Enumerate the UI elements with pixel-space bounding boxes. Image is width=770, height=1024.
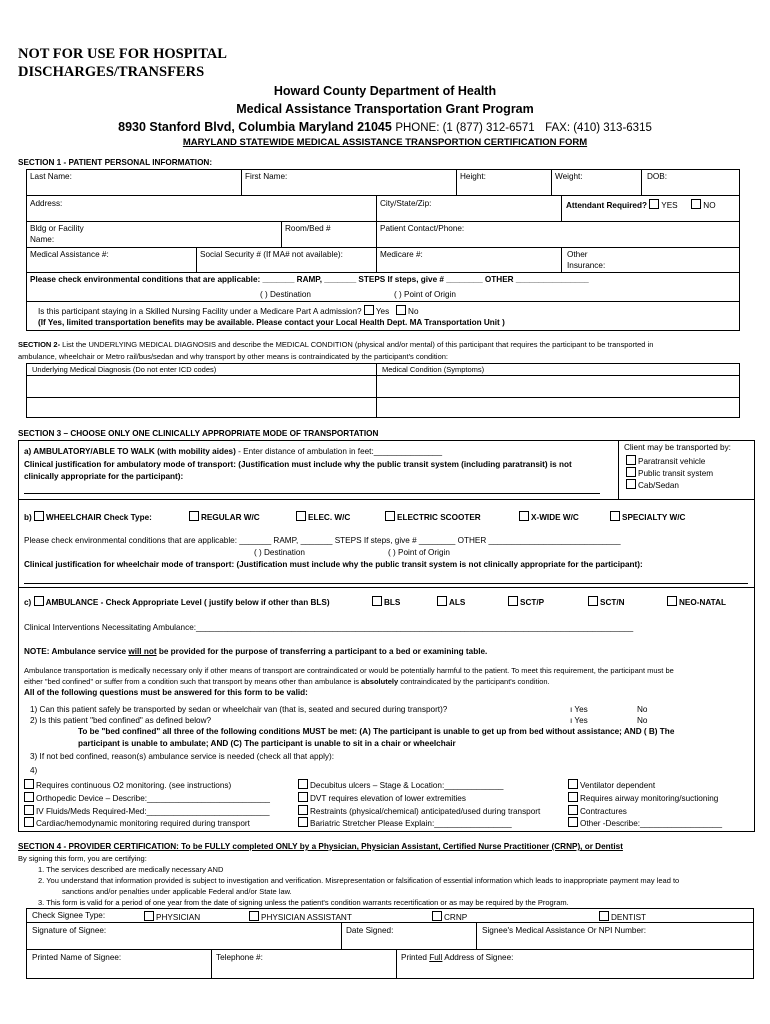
ambulance-c-label: c) [24, 598, 32, 607]
als-option[interactable] [437, 596, 465, 607]
opt-public[interactable] [626, 467, 713, 478]
scooter-option[interactable] [385, 511, 481, 522]
address-line [0, 120, 770, 134]
attendant-no-label: NO [703, 201, 716, 210]
label: Bariatric Stretcher Please Explain:_________________ [310, 819, 512, 829]
q2-no[interactable]: No [637, 716, 648, 725]
checklist-col-1 [24, 779, 270, 830]
department-name: Howard County Department of Health [273, 84, 497, 98]
section2-title: SECTION 2- [18, 340, 61, 349]
attendant-required [566, 199, 716, 210]
col2-item-1[interactable] [298, 779, 540, 792]
form-title: MARYLAND STATEWIDE MEDICAL ASSISTANCE TRANSPORTION CERTIFICATION FORM [182, 137, 588, 148]
room-bed-label[interactable]: Room/Bed # [285, 224, 331, 233]
section2-text1: List the UNDERLYING MEDICAL DIAGNOSIS and describe the MEDICAL CONDITION (physical and/or mental) of this participant that requires the participant to be transported in [60, 340, 654, 349]
sctp-label: SCT/P [520, 598, 545, 607]
ambulatory-row [24, 447, 442, 456]
cert-item-1: 1. The services described are medically necessary AND [38, 865, 224, 874]
col1-item-4[interactable] [24, 817, 270, 830]
label: Requires continuous O2 monitoring. (see instructions) [36, 781, 232, 790]
checkbox[interactable] [568, 792, 578, 802]
section1-title: SECTION 1 - PATIENT PERSONAL INFORMATION: [18, 158, 213, 167]
bls-label: BLS [384, 598, 401, 607]
client-may-label: Client may be transported by: [624, 443, 731, 452]
label: Requires airway monitoring/suctioning [580, 793, 719, 803]
cab-sedan-label: Cab/Sedan [638, 481, 679, 490]
col1-item-1[interactable] [24, 779, 270, 792]
label: Orthopedic Device – Describe:___________________________ [36, 793, 270, 803]
snf-question-row [38, 305, 419, 316]
cert-item-2b: sanctions and/or penalties under applicable Federal and/or State law. [62, 887, 292, 896]
crnp-checkbox[interactable] [432, 911, 442, 921]
diagnosis-column-header: Underlying Medical Diagnosis (Do not enter ICD codes) [32, 365, 217, 374]
als-checkbox[interactable] [437, 596, 447, 606]
xwide-label: X-WIDE W/C [531, 513, 579, 522]
section4-title: SECTION 4 - PROVIDER CERTIFICATION: To be FULLY completed ONLY by a Physician, Physician Assistant, Certified Nurse Practitioner (CRNP), or Dentist [18, 842, 623, 851]
bls-option[interactable] [372, 596, 400, 607]
physician-label: PHYSICIAN [156, 913, 201, 922]
amb-text-1: Ambulance transportation is medically necessary only if other means of transport are contraindicated or would be potentially harmful to the patient. To meet this requirement, the participant must be [24, 666, 674, 675]
checkbox[interactable] [24, 805, 34, 815]
col3-item-4[interactable] [568, 817, 722, 830]
xwide-checkbox[interactable] [519, 511, 529, 521]
als-label: ALS [449, 598, 466, 607]
medicare-label[interactable]: Medicare #: [380, 250, 423, 259]
note-post: be provided for the purpose of transferring a participant to a bed or examining table. [156, 647, 488, 656]
snf-question: Is this participant staying in a Skilled Nursing Facility under a Medicare Part A admission? [38, 307, 362, 316]
sctn-checkbox[interactable] [588, 596, 598, 606]
specialty-label: SPECIALTY W/C [622, 513, 686, 522]
neo-natal-checkbox[interactable] [667, 596, 677, 606]
dentist-option[interactable] [599, 911, 646, 922]
attendant-yes-label: YES [661, 201, 678, 210]
attendant-required-label: Attendant Required? [566, 201, 647, 210]
checkbox[interactable] [24, 792, 34, 802]
scooter-label: ELECTRIC SCOOTER [397, 513, 481, 522]
label: Decubitus ulcers – Stage & Location:_____________ [310, 781, 504, 790]
dob-label[interactable]: DOB: [647, 172, 668, 181]
public-transit-checkbox[interactable] [626, 467, 636, 477]
regular-wc-option[interactable] [189, 511, 260, 522]
col1-item-2[interactable] [24, 792, 270, 805]
label: Restraints (physical/chemical) anticipated/used during transport [310, 806, 541, 816]
diagnosis-field-2[interactable] [28, 398, 374, 416]
label: Ventilator dependent [580, 781, 656, 790]
label: DVT requires elevation of lower extremities [310, 793, 466, 803]
checkbox[interactable] [298, 817, 308, 827]
snf-yes-label: Yes [375, 307, 390, 316]
ssn-label[interactable]: Social Security # (If MA# not available): [200, 250, 343, 259]
attendant-no-checkbox[interactable] [691, 199, 701, 209]
pa-checkbox[interactable] [249, 911, 259, 921]
ambulatory-justification-2: clinically appropriate for the participant): [24, 472, 184, 481]
col2-item-3[interactable] [298, 805, 540, 818]
wheelchair-env-conditions: Please check environmental conditions that are applicable: _______ RAMP, _______ STEPS If steps, give # ________ OTHER _____________________________ [24, 536, 621, 545]
elec-wc-checkbox[interactable] [296, 511, 306, 521]
q2-yes[interactable]: ı Yes [570, 716, 588, 725]
env-origin[interactable]: ( ) Point of Origin [394, 290, 456, 299]
label: Contractures [580, 806, 627, 816]
patient-contact-label[interactable]: Patient Contact/Phone: [380, 224, 465, 233]
env-conditions: Please check environmental conditions that are applicable: _______ RAMP, _______ STEPS If steps, give # ________ OTHER ________________ [30, 275, 589, 284]
signing-intro: By signing this form, you are certifying: [18, 854, 147, 863]
col2-item-2[interactable] [298, 792, 540, 805]
amb-text-3: All of the following questions must be answered for this form to be valid: [24, 688, 308, 697]
ambulatory-distance[interactable]: - Enter distance of ambulation in feet:_______________ [235, 447, 443, 456]
program-phone: PHONE: (1 (877) 312-6571 [395, 122, 535, 134]
checkbox[interactable] [298, 805, 308, 815]
paratransit-label: Paratransit vehicle [638, 457, 706, 466]
bed-confined-line-2: participant is unable to ambulate; AND (C) The participant is unable to sit in a chair or wheelchair [78, 739, 456, 748]
paratransit-checkbox[interactable] [626, 455, 636, 465]
crnp-label: CRNP [444, 913, 468, 922]
wheelchair-label: WHEELCHAIR Check Type: [46, 513, 152, 522]
physician-option[interactable] [144, 911, 200, 922]
checkbox[interactable] [568, 805, 578, 815]
col1-item-3[interactable] [24, 805, 270, 818]
checklist-col-3 [568, 779, 722, 830]
address-label[interactable]: Address: [30, 199, 63, 208]
neo-natal-label: NEO-NATAL [679, 598, 726, 607]
printed-address[interactable] [401, 953, 513, 962]
wheelchair-row [24, 511, 152, 522]
note-will-not: will not [128, 647, 157, 656]
label: Other -Describe:__________________ [580, 819, 723, 829]
amb-text-2 [24, 677, 550, 686]
printed-address-pre: Printed [401, 953, 430, 962]
public-transit-label: Public transit system [638, 469, 714, 478]
sctp-option[interactable] [508, 596, 544, 607]
regular-wc-label: REGULAR W/C [201, 513, 260, 522]
wheelchair-checkbox[interactable] [34, 511, 44, 521]
crnp-option[interactable] [432, 911, 467, 922]
col3-item-2[interactable] [568, 792, 722, 805]
question-1: 1) Can this patient safely be transported by sedan or wheelchair van (that is, seated and secured during transport)? [30, 705, 448, 714]
program-address: 8930 Stanford Blvd, Columbia Maryland 21045 [118, 120, 392, 134]
insurance-label: Insurance: [567, 261, 606, 270]
snf-no-label: No [408, 307, 419, 316]
program-fax: FAX: (410) 313-6315 [545, 122, 652, 134]
q1-no[interactable]: No [637, 705, 648, 714]
scooter-checkbox[interactable] [385, 511, 395, 521]
height-label[interactable]: Height: [460, 172, 486, 181]
physician-checkbox[interactable] [144, 911, 154, 921]
printed-address-post: Address of Signee: [442, 953, 514, 962]
question-2: 2) Is this patient "bed confined" as defined below? [30, 716, 212, 725]
ambulatory-justification-1: Clinical justification for ambulatory mode of transport: (Justification must include why the public transit system (including paratransit) is not [24, 460, 572, 469]
amb-text-2c: contraindicated by the participant's condition. [398, 677, 550, 686]
npi-label[interactable]: Signee's Medical Assistance Or NPI Number: [482, 926, 647, 935]
checkbox[interactable] [298, 792, 308, 802]
dentist-label: DENTIST [611, 913, 647, 922]
snf-yes-checkbox[interactable] [364, 305, 374, 315]
checkbox[interactable] [568, 817, 578, 827]
regular-wc-checkbox[interactable] [189, 511, 199, 521]
dentist-checkbox[interactable] [599, 911, 609, 921]
section3-title: SECTION 3 – CHOOSE ONLY ONE CLINICALLY APPROPRIATE MODE OF TRANSPORTATION [18, 429, 379, 438]
cert-item-3: 3. This form is valid for a period of one year from the date of signing unless the patient's condition warrants recertification or as may be required by the Program. [38, 898, 569, 907]
weight-label[interactable]: Weight: [555, 172, 583, 181]
checkbox[interactable] [24, 817, 34, 827]
label: IV Fluids/Meds Required-Med:___________________________ [36, 806, 270, 816]
neo-natal-option[interactable] [667, 596, 726, 607]
checkbox[interactable] [298, 779, 308, 789]
q2-yes-label: Yes [574, 716, 588, 725]
ambulance-note [24, 647, 487, 656]
pa-label: PHYSICIAN ASSISTANT [261, 913, 352, 922]
wheelchair-env-destination[interactable]: ( ) Destination [254, 548, 305, 557]
opt-cab[interactable] [626, 479, 679, 490]
ambulance-label: AMBULANCE - Check Appropriate Level ( justify below if other than BLS) [45, 598, 330, 607]
q1-yes-label: Yes [574, 705, 588, 714]
last-name-label[interactable]: Last Name: [30, 172, 72, 181]
wheelchair-justification: Clinical justification for wheelchair mode of transport: (Justification must include why the public transit system is not clinically appropriate for the participant): [24, 560, 643, 569]
clinical-interventions[interactable]: Clinical Interventions Necessitating Ambulance:________________________________________________________________________________________________ [24, 623, 634, 632]
date-signed-label[interactable]: Date Signed: [346, 926, 394, 935]
note-pre: NOTE: Ambulance service [24, 647, 129, 656]
sctp-checkbox[interactable] [508, 596, 518, 606]
pa-option[interactable] [249, 911, 352, 922]
opt-paratransit[interactable] [626, 455, 705, 466]
condition-field-1[interactable] [378, 377, 738, 396]
checkbox[interactable] [568, 779, 578, 789]
check-signee-type: Check Signee Type: [32, 911, 106, 920]
amb-text-2a: either "bed confined" or suffer from a condition such that transport by means other than ambulance is [24, 677, 362, 686]
question-3: 3) If not bed confined, reason(s) ambulance service is needed (check all that apply): [30, 752, 335, 761]
checkbox[interactable] [24, 779, 34, 789]
wheelchair-b-label: b) [24, 513, 32, 522]
other-label[interactable]: Other [567, 250, 588, 259]
notice-line-2: DISCHARGES/TRANSFERS [18, 64, 205, 80]
bls-checkbox[interactable] [372, 596, 382, 606]
col3-item-1[interactable] [568, 779, 722, 792]
diagnosis-field-1[interactable] [28, 377, 374, 396]
ambulatory-title[interactable]: a) AMBULATORY/ABLE TO WALK (with mobility aides) [24, 447, 236, 456]
col2-item-4[interactable] [298, 817, 540, 830]
condition-column-header: Medical Condition (Symptoms) [382, 365, 485, 374]
q1-yes[interactable]: ı Yes [570, 705, 588, 714]
notice-line-1: NOT FOR USE FOR HOSPITAL [18, 46, 227, 62]
xwide-option[interactable] [519, 511, 579, 522]
program-name: Medical Assistance Transportation Grant Program [236, 102, 534, 116]
label: Cardiac/hemodynamic monitoring required during transport [36, 819, 250, 829]
printed-name-label[interactable]: Printed Name of Signee: [32, 953, 122, 962]
ambulance-row [24, 596, 330, 607]
specialty-checkbox[interactable] [610, 511, 620, 521]
cert-item-2a: 2. You understand that information provided is subject to investigation and verification. Misrepresentation or falsification of essential information which leads to inappropriate payment may lead to [38, 876, 680, 885]
bldg-name-label: Name: [30, 235, 55, 244]
checklist-col-2 [298, 779, 540, 830]
medical-assistance-label[interactable]: Medical Assistance #: [30, 250, 109, 259]
question-4: 4) [30, 766, 38, 775]
elec-wc-option[interactable] [296, 511, 350, 522]
snf-note: (If Yes, limited transportation benefits may be available. Please contact your Local Health Dept. MA Transportation Unit ) [38, 318, 505, 327]
cab-sedan-checkbox[interactable] [626, 479, 636, 489]
elec-wc-label: ELEC. W/C [308, 513, 351, 522]
first-name-label[interactable]: First Name: [245, 172, 288, 181]
condition-field-2[interactable] [378, 398, 738, 416]
attendant-yes-checkbox[interactable] [649, 199, 659, 209]
col3-item-3[interactable] [568, 805, 722, 818]
snf-no-checkbox[interactable] [396, 305, 406, 315]
telephone-label[interactable]: Telephone #: [216, 953, 263, 962]
amb-text-2b: absolutely [361, 677, 399, 686]
city-state-zip-label[interactable]: City/State/Zip: [380, 199, 432, 208]
specialty-option[interactable] [610, 511, 685, 522]
ambulance-checkbox[interactable] [34, 596, 44, 606]
sctn-option[interactable] [588, 596, 625, 607]
env-destination[interactable]: ( ) Destination [260, 290, 311, 299]
section2-intro [18, 340, 653, 349]
printed-address-full: Full [429, 953, 443, 962]
signature-label[interactable]: Signature of Signee: [32, 926, 107, 935]
sctn-label: SCT/N [600, 598, 625, 607]
wheelchair-env-origin[interactable]: ( ) Point of Origin [388, 548, 450, 557]
bldg-facility-label[interactable]: Bldg or Facility [30, 224, 84, 233]
bed-confined-line-1: To be "bed confined" all three of the following conditions MUST be met: (A) The participant is unable to get up from bed without assistance; AND ( B) The [78, 727, 675, 736]
section2-text2: ambulance, wheelchair or Metro rail/bus/sedan and why transport by other means is contraindicated by the participant's condition: [18, 352, 448, 361]
